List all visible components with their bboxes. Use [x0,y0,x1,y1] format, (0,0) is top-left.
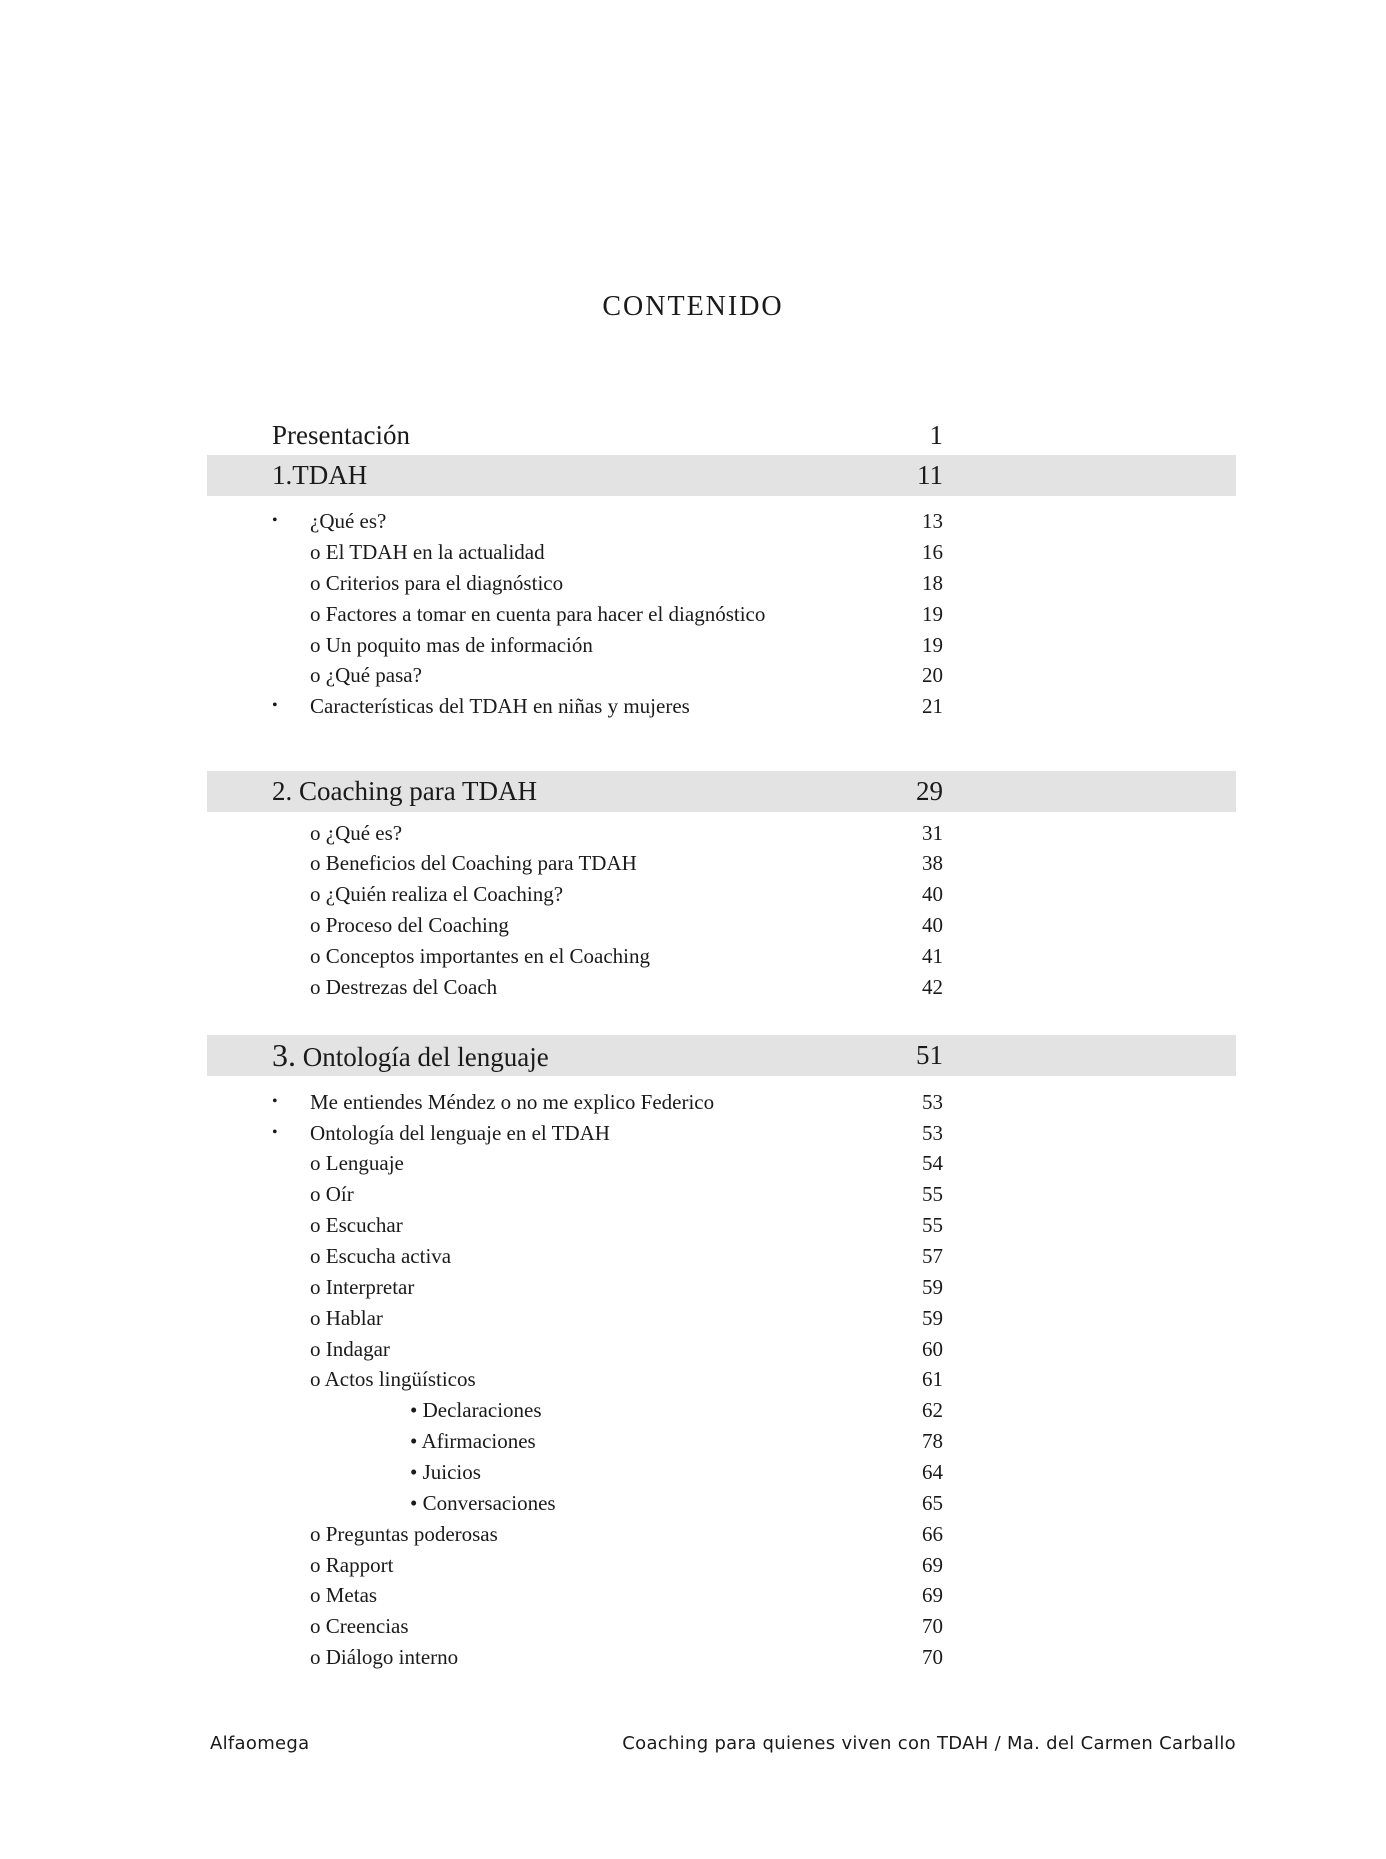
toc-label: o Oír [310,1181,354,1206]
toc-page: 70 [922,1644,943,1669]
toc-label: Ontología del lenguaje [302,1042,549,1072]
toc-entry[interactable] [0,506,1386,536]
toc-label: o Criterios para el diagnóstico [310,570,564,595]
toc-page: 59 [922,1274,943,1299]
toc-label: Me entiendes Méndez o no me explico Federico [310,1089,715,1114]
toc-label: o El TDAH en la actualidad [310,539,545,564]
toc-entry[interactable] [0,879,1386,909]
toc-label: • Juicios [410,1459,481,1484]
toc-entry[interactable] [0,1118,1386,1148]
toc-label-group [272,1037,549,1074]
toc-label: o Proceso del Coaching [310,912,509,937]
toc-page: 19 [922,632,943,657]
toc-page: 13 [922,508,943,533]
toc-label: o Metas [310,1582,378,1607]
toc-entry[interactable] [0,1364,1386,1394]
footer-book-title: Coaching para quienes viven con TDAH / Ma. del Carmen Carballo [622,1733,1236,1754]
toc-entry[interactable] [0,630,1386,660]
toc-entry[interactable] [0,1241,1386,1271]
toc-page: 1 [929,420,943,450]
toc-entry[interactable] [0,941,1386,971]
toc-entry[interactable] [0,537,1386,567]
toc-label: o ¿Qué pasa? [310,662,422,687]
toc-label: Ontología del lenguaje en el TDAH [310,1120,610,1145]
toc-label: o ¿Qué es? [310,820,403,845]
toc-page: 31 [922,820,943,845]
toc-entry[interactable] [0,1272,1386,1302]
toc-entry[interactable] [0,1210,1386,1240]
toc-page: 53 [922,1089,943,1114]
toc-label: o Escuchar [310,1212,403,1237]
toc-page: 38 [922,850,943,875]
footer-publisher: Alfaomega [210,1733,310,1754]
toc-page: 53 [922,1120,943,1145]
toc-entry[interactable] [0,1087,1386,1117]
chapter-number: 3. [272,1037,296,1073]
toc-label: o Actos lingüísticos [310,1366,476,1391]
toc-page: 64 [922,1459,943,1484]
toc-entry[interactable] [0,910,1386,940]
toc-page: 16 [922,539,943,564]
toc-page: 65 [922,1490,943,1515]
toc-page: 55 [922,1181,943,1206]
toc-label: ¿Qué es? [310,508,387,533]
toc-entry[interactable] [0,1580,1386,1610]
toc-page: 21 [922,693,943,718]
toc-page: 41 [922,943,943,968]
toc-entry[interactable] [0,1611,1386,1641]
toc-entry[interactable] [0,1642,1386,1672]
toc-page: 59 [922,1305,943,1330]
toc-page: 29 [916,776,943,806]
bullet-icon: • [272,1124,278,1141]
toc-entry[interactable] [0,1303,1386,1333]
toc-label: o ¿Quién realiza el Coaching? [310,881,564,906]
toc-page: 54 [922,1150,943,1175]
toc-page: 69 [922,1552,943,1577]
toc-label: o Lenguaje [310,1150,404,1175]
toc-page: 57 [922,1243,943,1268]
toc-entry[interactable] [0,1426,1386,1456]
toc-label: o Interpretar [310,1274,415,1299]
toc-chapter-3[interactable] [0,1035,1386,1076]
toc-label: 1.TDAH [272,460,368,490]
toc-entry[interactable] [0,1457,1386,1487]
toc-page: 19 [922,601,943,626]
toc-page: 42 [922,974,943,999]
toc-entry[interactable] [0,568,1386,598]
toc-entry[interactable] [0,1519,1386,1549]
toc-label: o Indagar [310,1336,390,1361]
toc-label: o Un poquito mas de información [310,632,593,657]
toc-label: o Factores a tomar en cuenta para hacer el diagnóstico [310,601,766,626]
toc-entry[interactable] [0,1550,1386,1580]
toc-page: 62 [922,1397,943,1422]
toc-label: o Creencias [310,1613,409,1638]
toc-page: 69 [922,1582,943,1607]
toc-page: 66 [922,1521,943,1546]
toc-chapter-1[interactable] [0,455,1386,496]
toc-page: 40 [922,912,943,937]
toc-page: 11 [917,460,943,490]
toc-entry[interactable] [0,660,1386,690]
toc-entry[interactable] [0,972,1386,1002]
toc-page: 40 [922,881,943,906]
toc-page: 70 [922,1613,943,1638]
toc-page: 55 [922,1212,943,1237]
toc-label: Presentación [272,420,410,450]
toc-entry[interactable] [0,1148,1386,1178]
toc-label: Características del TDAH en niñas y mujeres [310,693,690,718]
toc-entry[interactable] [0,1395,1386,1425]
toc-label: o Rapport [310,1552,394,1577]
toc-page: 51 [916,1040,943,1070]
toc-label: o Beneficios del Coaching para TDAH [310,850,637,875]
toc-label: • Afirmaciones [410,1428,536,1453]
bullet-icon: • [272,697,278,714]
toc-entry[interactable] [0,599,1386,629]
toc-entry[interactable] [0,1488,1386,1518]
toc-label: 2. Coaching para TDAH [272,776,537,806]
toc-label: o Destrezas del Coach [310,974,498,999]
page-title: CONTENIDO [602,291,784,322]
toc-page: 60 [922,1336,943,1361]
toc-entry[interactable] [0,1334,1386,1364]
toc-page: 18 [922,570,943,595]
bullet-icon: • [272,1093,278,1110]
toc-page: 78 [922,1428,943,1453]
toc-label: • Declaraciones [410,1397,542,1422]
toc-label: • Conversaciones [410,1490,556,1515]
toc-entry[interactable] [0,818,1386,848]
toc-entry[interactable] [0,1179,1386,1209]
toc-label: o Conceptos importantes en el Coaching [310,943,651,968]
toc-entry[interactable] [0,848,1386,878]
toc-entry[interactable] [0,691,1386,721]
toc-label: o Hablar [310,1305,383,1330]
bullet-icon: • [272,512,278,529]
toc-page: 61 [922,1366,943,1391]
toc-label: o Escucha activa [310,1243,452,1268]
toc-label: o Diálogo interno [310,1644,459,1669]
toc-page: 20 [922,662,943,687]
toc-presentacion[interactable] [0,415,1386,456]
toc-label: o Preguntas poderosas [310,1521,498,1546]
toc-chapter-2[interactable] [0,771,1386,812]
